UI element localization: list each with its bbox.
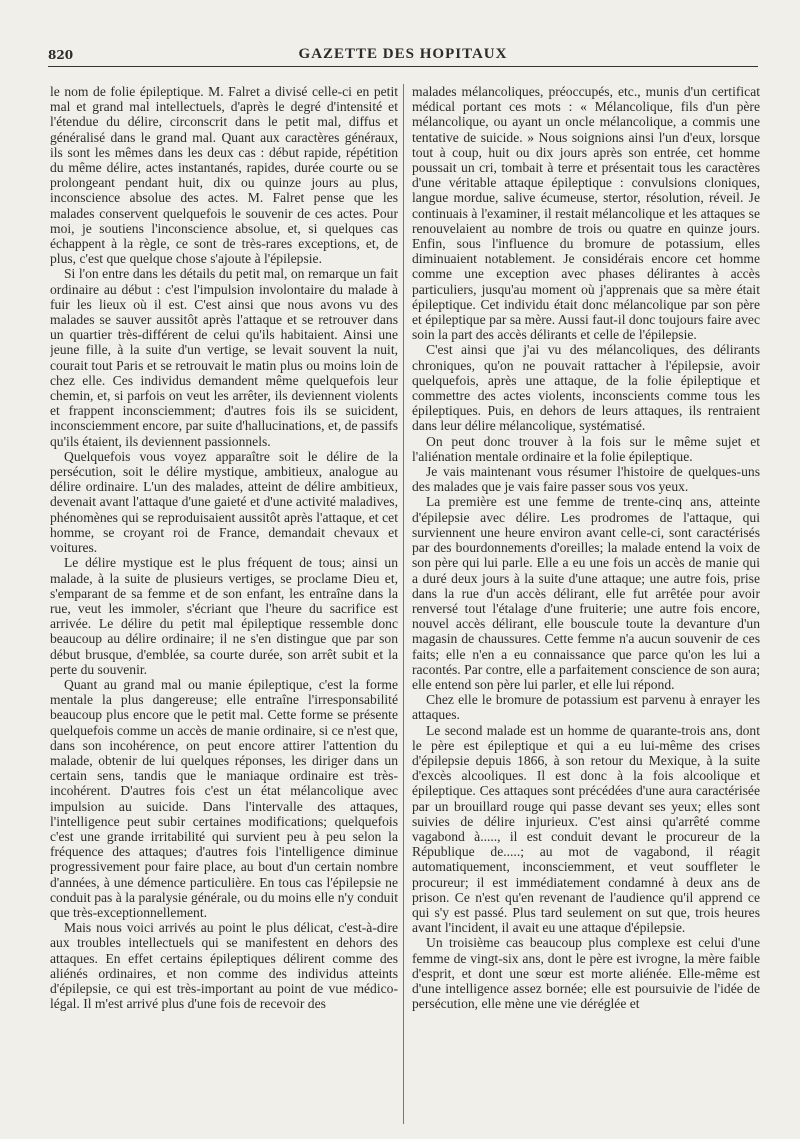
paragraph: La première est une femme de trente-cinq ans, atteinte d'épilepsie avec délire. Les prodromes de l'attaque, qui surviennent une heure environ avant celle-ci, sont caractérisés par des bourdonnements d'oreilles; la malade entend la voix de son père qui lui parle. Elle a eu une fois un accès de manie qui a duré deux jours à la suite d'une attaque; une autre fois, prise dans la rue d'un accès délirant, elle fut arrêtée pour avoir renversé tout l'étalage d'une fruiterie; une autre fois encore, nouvel accès délirant, elle bouscule toute la devanture d'un magasin de chaussures. Cette femme n'a aucun souvenir de ces faits; elle n'en a eu connaissance que parce qu'on les lui a racontés. Par contre, elle a parfaitement conscience de son aura; elle entend son père lui parler, et elle lui répond. [412, 494, 760, 692]
paragraph: Un troisième cas beaucoup plus complexe est celui d'une femme de vingt-six ans, dont le père est ivrogne, la mère faible d'esprit, et dont une sœur est morte aliénée. Elle-même est d'une intelligence assez bornée; elle est poursuivie de l'idée de persécution, elle mène une vie déréglée et [412, 935, 760, 1012]
paragraph: Quant au grand mal ou manie épileptique, c'est la forme mentale la plus dangereuse; elle entraîne l'irresponsabilité beaucoup plus encore que le petit mal. Cette forme se présente quelquefois comme un accès de manie ordinaire, si ce n'est que, dans son incohérence, on peut encore attirer l'attention du malade, obtenir de lui quelques réponses, les diriger dans un certain sens, tandis que le maniaque ordinaire est très-incohérent. D'autres fois c'est un état mélancolique avec impulsion au suicide. Dans l'intervalle des attaques, l'intelligence peut subir certaines modifications; quelquefois c'est une grande irritabilité qui survient peu à peu selon la fréquence des attaques; d'autres fois l'intelligence diminue progressivement pour faire place, au bout d'un certain nombre d'années, à une démence particulière. En tous cas l'épilepsie ne conduit pas à la paralysie générale, ou du moins elle n'y conduit que très-exceptionnellement. [50, 676, 398, 920]
paragraph: malades mélancoliques, préoccupés, etc., munis d'un certificat médical portant ces mots : « Mélancolique, fils d'un père mélancolique, ou ayant un oncle mélancolique, a commis une tentative de suicide. » Nous soignions ainsi l'un d'eux, lorsque tout à coup, huit ou dix jours après son entrée, cet homme poussait un cri, tombait à terre et présentait tous les caractères d'une véritable attaque épileptique : convulsions cloniques, langue mordue, salive écumeuse, stertor, résolution, réveil. Je continuais à l'examiner, il restait mélancolique et les attaques se renouvelaient au nombre de trois ou quatre en quinze jours. Enfin, sous l'influence du bromure de potassium, elles diminuaient notablement. Je considérais encore cet homme comme une exception avec phases délirantes à accès particuliers, jusqu'au moment où j'apprenais que sa mère était épileptique. Cet individu était donc mélancolique par son père et épileptique par sa mère. Aussi faut-il donc toujours faire avec soin la part des accès délirants et celle de l'épilepsie. [412, 84, 760, 343]
paragraph: On peut donc trouver à la fois sur le même sujet et l'aliénation mentale ordinaire et la folie épileptique. [412, 433, 760, 464]
paragraph: Le délire mystique est le plus fréquent de tous; ainsi un malade, à la suite de plusieurs vertiges, se proclame Dieu et, s'emparant de sa femme et de son enfant, les entraîne dans la rue, veut les immoler, s'écriant que l'heure du sacrifice est arrivée. Le délire du petit mal épileptique ressemble donc beaucoup au délire ordinaire; il ne s'en distingue que par son début brusque, d'emblée, sa courte durée, son arrêt subit et la perte du souvenir. [50, 555, 398, 677]
paragraph: Chez elle le bromure de potassium est parvenu à enrayer les attaques. [412, 692, 760, 723]
paragraph: Je vais maintenant vous résumer l'histoire de quelques-uns des malades que je vais faire passer sous vos yeux. [412, 464, 760, 495]
left-column [50, 84, 398, 1124]
right-column [412, 84, 760, 1124]
paragraph: le nom de folie épileptique. M. Falret a divisé celle-ci en petit mal et grand mal intellectuels, d'après le degré d'intensité et l'étendue du délire, circonscrit dans le petit mal, diffus et généralisé dans le grand mal. Quant aux caractères généraux, ils sont les mêmes dans les deux cas : début rapide, répétition du même délire, actes instantanés, rapides, durée courte ou se prolongeant pendant huit, dix ou quinze jours au plus, inconscience absolue des actes. M. Falret pense que les malades conservent quelquefois le souvenir de ces actes. Pour moi, je soutiens l'inconscience absolue, et, si quelques cas échappent à la règle, ce sont de très-rares exceptions, et, de plus, c'est que quelque chose s'ajoute à l'épilepsie. [50, 84, 398, 267]
paragraph: Le second malade est un homme de quarante-trois ans, dont le père est épileptique et qui a eu lui-même des crises d'épilepsie depuis 1866, à son retour du Mexique, à la suite d'excès alcooliques. Il est donc à la fois alcoolique et épileptique. Ces attaques sont précédées d'une aura caractérisée par un brouillard rouge qui passe devant ses yeux; elles sont suivies de délire injurieux. C'est ainsi qu'arrêté comme vagabond à....., il est conduit devant le procureur de la République de.....; au mot de vagabond, il réagit automatiquement, inconsciemment, et veut souffleter le procureur; il est immédiatement condamné à deux ans de prison. Ce n'est qu'en revenant de l'audience qu'il apprend ce qui s'y est passé. Plus tard seulement on sut que, trois heures avant l'incident, il avait eu une attaque d'épilepsie. [412, 722, 760, 936]
paragraph: Mais nous voici arrivés au point le plus délicat, c'est-à-dire aux troubles intellectuels qui se manifestent en dehors des attaques. En effet certains épileptiques délirent comme des aliénés ordinaires, et non comme des individus atteints d'épilepsie, ce qui est très-important au point de vue médico-légal. Il m'est arrivé plus d'une fois de recevoir des [50, 920, 398, 1012]
journal-title: GAZETTE DES HOPITAUX [298, 46, 508, 62]
paragraph: C'est ainsi que j'ai vu des mélancoliques, des délirants chroniques, qu'on ne pouvait rattacher à l'épilepsie, avoir quelquefois, après une attaque, de la folie épileptique et commettre des actes violents, inconscients comme tous les épileptiques. Puis, en dehors de leurs attaques, ils rentraient dans leur délire mélancolique, systématisé. [412, 342, 760, 434]
page-number: 820 [48, 48, 74, 62]
paragraph: Si l'on entre dans les détails du petit mal, on remarque un fait ordinaire au début : c'est l'impulsion involontaire du malade à fuir les lieux où il est. C'est ainsi que nous avons vu des malades se sauver aussitôt après l'attaque et se retrouver dans un quartier très-différent de celui qu'ils habitaient. Ainsi une jeune fille, à la suite d'un vertige, se levait souvent la nuit, courait tout Paris et se retrouvait le matin plus ou moins loin de chez elle. Ces individus demandent même quelquefois leur chemin, et, si parfois on veut les arrêter, ils deviennent violents et frappent inconsciemment; d'autres fois ils se suicident, inconsciemment encore, par suite d'hallucinations, et, de passifs qu'ils étaient, ils deviennent passionnels. [50, 266, 398, 449]
article-body [50, 84, 760, 1124]
paragraph: Quelquefois vous voyez apparaître soit le délire de la persécution, soit le délire mystique, ambitieux, analogue au délire ordinaire. L'un des malades, atteint de délire ambitieux, devenait avant l'attaque d'une gaieté et d'une activité maladives, phénomènes qui se reproduisaient aussitôt après l'attaque, et cet homme, se croyant roi de France, demandait chevaux et voitures. [50, 448, 398, 556]
page-header [48, 40, 758, 67]
column-divider [403, 84, 404, 1124]
